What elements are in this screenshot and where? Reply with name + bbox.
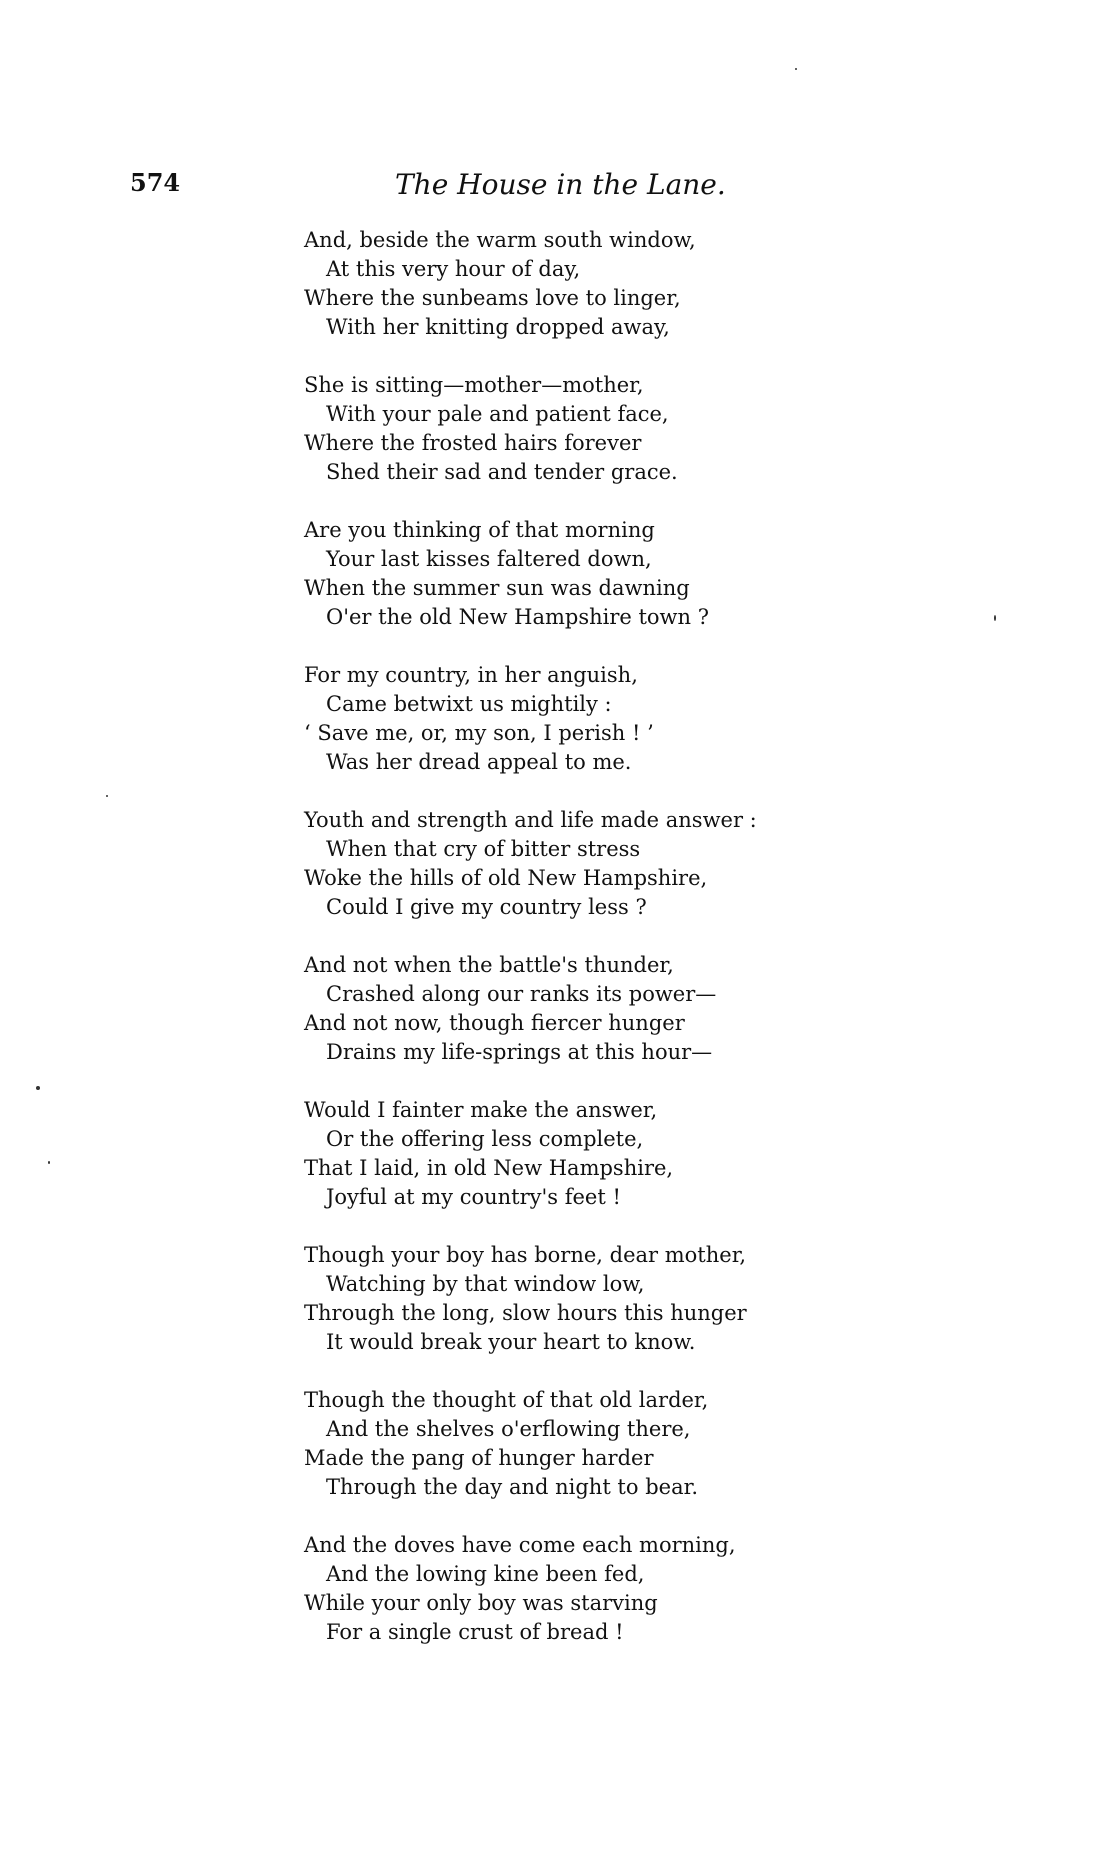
poem-line: Would I fainter make the answer, <box>304 1098 658 1122</box>
poem-line: That I laid, in old New Hampshire, <box>304 1156 674 1180</box>
poem-line: Your last kisses faltered down, <box>326 547 652 571</box>
poem-line: ‘ Save me, or, my son, I perish ! ’ <box>304 721 654 745</box>
poem-line: Joyful at my country's feet ! <box>326 1185 621 1209</box>
poem-line: And not now, though fiercer hunger <box>304 1011 685 1035</box>
poem-line: Woke the hills of old New Hampshire, <box>304 866 708 890</box>
stanza-7 <box>304 1096 804 1212</box>
poem-line: Drains my life-springs at this hour— <box>326 1040 713 1064</box>
scan-speck <box>48 1161 50 1164</box>
poem-line: And the lowing kine been fed, <box>326 1562 645 1586</box>
poem-line: Though your boy has borne, dear mother, <box>304 1243 747 1267</box>
poem-line: Are you thinking of that morning <box>304 518 655 542</box>
stanza-8 <box>304 1241 804 1357</box>
poem-line: Where the frosted hairs forever <box>304 431 642 455</box>
poem-line: O'er the old New Hampshire town ? <box>326 605 709 629</box>
poem-line: For a single crust of bread ! <box>326 1620 624 1644</box>
page-number: 574 <box>130 168 181 197</box>
poem-line: At this very hour of day, <box>326 257 581 281</box>
poem-line: Made the pang of hunger harder <box>304 1446 654 1470</box>
poem-line: With her knitting dropped away, <box>326 315 670 339</box>
scan-speck <box>994 615 996 621</box>
poem-line: Watching by that window low, <box>326 1272 645 1296</box>
poem-line: And not when the battle's thunder, <box>304 953 674 977</box>
stanza-1 <box>304 226 804 342</box>
scan-speck <box>106 795 108 797</box>
stanza-5 <box>304 806 804 922</box>
poem <box>304 226 804 1676</box>
poem-line: For my country, in her anguish, <box>304 663 638 687</box>
stanza-9 <box>304 1386 804 1502</box>
poem-line: When that cry of bitter stress <box>326 837 641 861</box>
poem-line: She is sitting—mother—mother, <box>304 373 644 397</box>
poem-line: Or the offering less complete, <box>326 1127 644 1151</box>
poem-line: Through the day and night to bear. <box>326 1475 698 1499</box>
scan-speck <box>795 68 797 70</box>
poem-line: Shed their sad and tender grace. <box>326 460 678 484</box>
poem-line: It would break your heart to know. <box>326 1330 696 1354</box>
poem-line: Where the sunbeams love to linger, <box>304 286 681 310</box>
stanza-6 <box>304 951 804 1067</box>
stanza-3 <box>304 516 804 632</box>
poem-line: With your pale and patient face, <box>326 402 669 426</box>
poem-line: Youth and strength and life made answer : <box>304 808 757 832</box>
poem-line: Through the long, slow hours this hunger <box>304 1301 747 1325</box>
poem-line: While your only boy was starving <box>304 1591 658 1615</box>
poem-line: Came betwixt us mightily : <box>326 692 612 716</box>
poem-line: Was her dread appeal to me. <box>326 750 632 774</box>
poem-line: Could I give my country less ? <box>326 895 647 919</box>
poem-line: And the shelves o'erflowing there, <box>326 1417 691 1441</box>
poem-line: When the summer sun was dawning <box>304 576 690 600</box>
stanza-10 <box>304 1531 804 1647</box>
poem-line: Crashed along our ranks its power— <box>326 982 717 1006</box>
poem-line: And, beside the warm south window, <box>304 228 696 252</box>
stanza-4 <box>304 661 804 777</box>
stanza-2 <box>304 371 804 487</box>
running-title: The House in the Lane. <box>395 168 726 201</box>
poem-line: And the doves have come each morning, <box>304 1533 736 1557</box>
poem-line: Though the thought of that old larder, <box>304 1388 709 1412</box>
scan-speck <box>36 1086 40 1090</box>
